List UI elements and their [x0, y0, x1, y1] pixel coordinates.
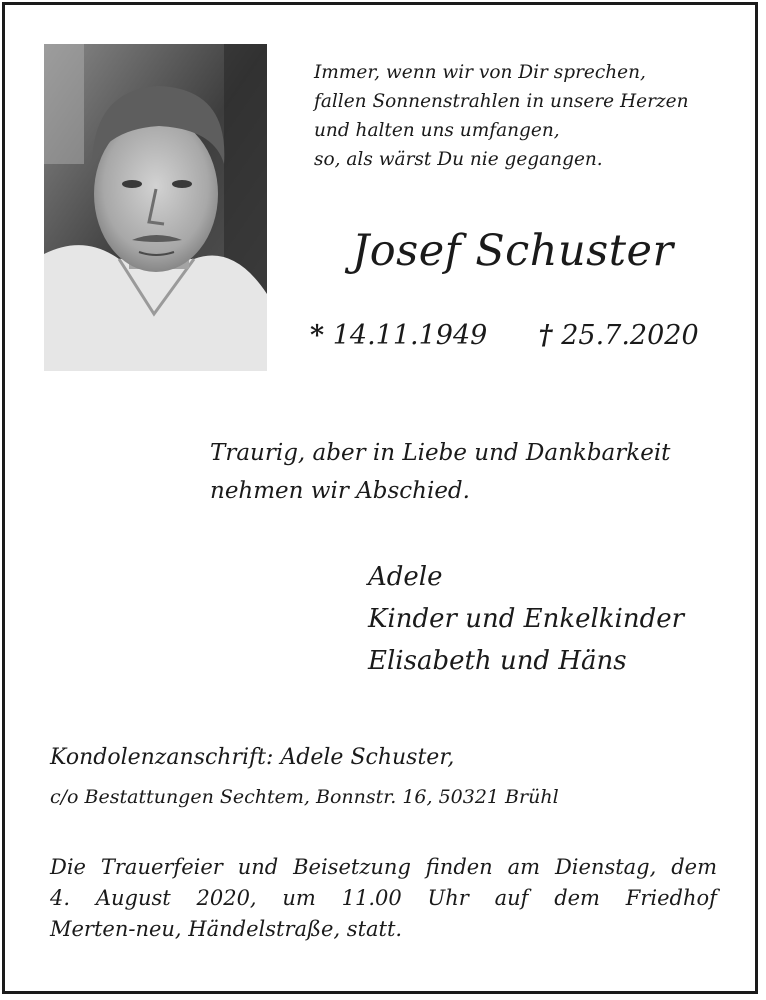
mourning-text — [210, 434, 670, 510]
family-member: Kinder und Enkelkinder — [368, 604, 685, 634]
word: Trauerfeier — [100, 855, 223, 879]
poem-line: fallen Sonnenstrahlen in unsere Herzen — [314, 91, 689, 112]
mourning-line: nehmen wir Abschied. — [210, 478, 470, 504]
family-member: Adele — [368, 562, 443, 592]
word: auf — [494, 886, 529, 910]
condolence-address: c/o Bestattungen Sechtem, Bonnstr. 16, 50321 Brühl — [50, 786, 559, 808]
word: Dienstag, — [554, 855, 657, 879]
birth-symbol-icon: * — [310, 320, 325, 351]
mourning-line: Traurig, aber in Liebe und Dankbarkeit — [210, 440, 671, 466]
cross-icon: † — [538, 320, 553, 351]
funeral-line — [50, 852, 717, 883]
word: finden — [425, 855, 493, 879]
family-member: Elisabeth und Häns — [368, 646, 627, 676]
poem-line: und halten uns umfangen, — [314, 120, 560, 141]
poem-line: Immer, wenn wir von Dir sprechen, — [314, 62, 646, 83]
deceased-name: Josef Schuster — [352, 226, 674, 276]
funeral-line: Merten-neu, Händelstraße, statt. — [50, 917, 403, 941]
poem — [314, 58, 734, 174]
poem-line: so, als wärst Du nie gegangen. — [314, 149, 603, 170]
word: um — [282, 886, 316, 910]
family-list — [368, 556, 684, 682]
birth-date: 14.11.1949 — [332, 320, 488, 351]
funeral-line — [50, 883, 717, 914]
funeral-notice — [50, 852, 717, 945]
word: August — [95, 886, 171, 910]
portrait-photo — [44, 44, 267, 371]
word: Die — [50, 855, 86, 879]
word: Beisetzung — [293, 855, 411, 879]
word: Friedhof — [625, 886, 717, 910]
word: und — [237, 855, 279, 879]
life-dates — [310, 320, 699, 351]
word: 11.00 — [341, 886, 402, 910]
word: dem — [671, 855, 717, 879]
word: am — [507, 855, 541, 879]
word: 4. — [50, 886, 71, 910]
word: 2020, — [196, 886, 257, 910]
word: Uhr — [427, 886, 469, 910]
death-date: 25.7.2020 — [561, 320, 699, 351]
word: dem — [554, 886, 600, 910]
condolence-address-title: Kondolenzanschrift: Adele Schuster, — [50, 745, 455, 770]
